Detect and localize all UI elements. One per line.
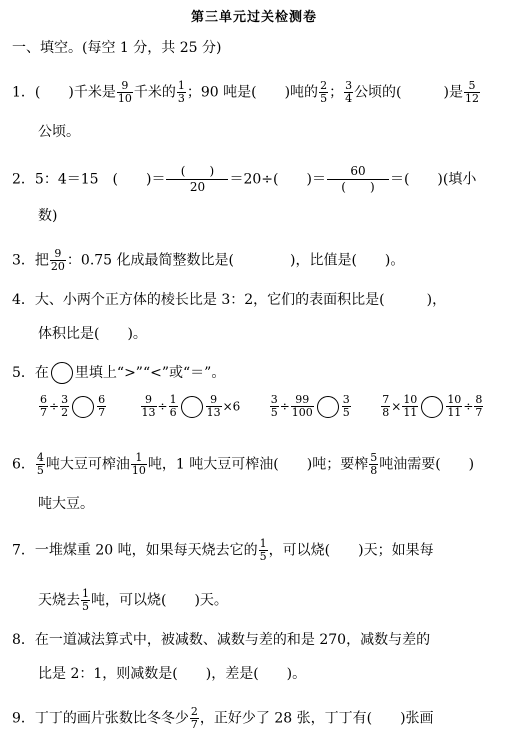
question-8 [12,630,430,650]
answer-circle[interactable] [421,396,443,418]
q3-text-2: ：0.75 化成最简整数比是( )，比值是( )。 [66,252,405,269]
fraction: ( ) 20 [166,164,228,195]
fraction: $\frac{5}{12}$ [465,79,479,105]
fraction: $\frac{5}{8}$ [370,451,378,477]
q2-text-1: 5：4＝15 ( )＝ [34,171,166,188]
answer-circle[interactable] [51,362,73,384]
compare-item-3: $\frac{3}{5}$ ÷ $\frac{99}{100}$ $\frac{3}{5}$ [270,393,350,419]
q7-continuation [38,588,228,613]
q2-continuation: 数) [38,208,58,224]
question-6 [12,452,474,477]
fraction: $\frac{2}{7}$ [190,705,198,731]
question-4 [12,290,446,310]
fraction: $\frac{1}{5}$ [82,587,89,613]
fraction: $\frac{9}{20}$ [50,247,65,273]
question-number: 3． [12,252,35,269]
question-number: 2． [12,171,35,188]
q7-text-4: 吨，可以烧( )天。 [91,592,228,609]
fraction: $\frac{1}{5}$ [259,537,267,563]
fraction: $\frac{9}{10}$ [117,79,132,105]
q8-text-1: 在一道减法算式中，被减数、减数与差的和是 270，减数与差的 [34,632,431,648]
compare-item-1: $\frac{6}{7}$ ÷ $\frac{3}{2}$ $\frac{6}{7}$ [40,393,106,419]
q6-text-3: 吨油需要( ) [379,456,475,473]
fraction: $\frac{2}{5}$ [320,79,328,105]
q7-text-3: 天烧去 [38,592,80,609]
q2-text-2: ＝20÷( )＝ [229,171,326,188]
q6-continuation: 吨大豆。 [38,496,94,512]
question-3 [12,248,404,273]
compare-item-2: $\frac{9}{13}$ ÷ $\frac{1}{6}$ $\frac{9}{13}$ ×6 [141,393,241,419]
fraction: $\frac{3}{4}$ [345,79,353,105]
question-number: 4． [12,292,35,308]
question-5 [12,362,225,384]
question-number: 1． [12,84,35,101]
question-number: 7． [12,542,35,559]
q5-items [38,394,484,419]
fraction: $\frac{1}{3}$ [177,79,185,105]
question-number: 9． [12,710,35,727]
section-heading: 一、填空。(每空 1 分，共 25 分) [12,40,222,56]
q1-text-2: 千米的 [133,84,176,101]
q1-text-3: ；90 吨是( )吨的 [186,84,319,101]
q1-text-5: 公顷的( )是 [354,84,463,101]
fraction: $\frac{1}{10}$ [131,451,146,477]
q4-continuation: 体积比是( )。 [38,326,147,342]
q7-text-1: 一堆煤重 20 吨，如果每天烧去它的 [34,542,258,559]
q4-text-1: 大、小两个正方体的棱长比是 3：2，它们的表面积比是( )， [34,292,447,308]
fraction: 60 ( ) [327,164,389,195]
q5-text-2: 里填上“>”“<”或“＝”。 [74,365,226,381]
question-number: 6． [12,456,35,473]
page-title: 第三单元过关检测卷 [190,10,317,25]
q2-text-3: ＝( )(填小 [389,171,477,188]
q7-text-2: ，可以烧( )天；如果每 [268,542,434,559]
question-9 [12,706,434,731]
question-7 [12,538,434,563]
q6-text-2: 吨，1 吨大豆可榨油( )吨；要榨 [147,456,369,473]
q6-text-1: 吨大豆可榨油 [45,456,130,473]
q1-continuation: 公顷。 [38,124,80,140]
q5-text-1: 在 [34,365,49,381]
question-number: 5． [12,365,35,381]
question-1 [12,80,481,105]
answer-circle[interactable] [72,396,94,418]
answer-circle[interactable] [317,396,339,418]
fraction: $\frac{4}{5}$ [36,451,44,477]
q1-text-4: ； [329,84,344,101]
q9-text-1: 丁丁的画片张数比冬冬少 [34,710,189,727]
q1-text-1: ( )千米是 [34,84,116,101]
answer-circle[interactable] [181,396,203,418]
q9-text-2: ，正好少了 28 张，丁丁有( )张画 [199,710,434,727]
q3-text-1: 把 [34,252,49,269]
q8-continuation: 比是 2：1，则减数是( )，差是( )。 [38,666,307,682]
compare-item-4: $\frac{7}{8}$ × $\frac{10}{11}$ $\frac{10}{11}$ ÷ $\frac{8}{7}$ [382,393,483,419]
question-2 [12,164,476,195]
question-number: 8． [12,632,35,648]
